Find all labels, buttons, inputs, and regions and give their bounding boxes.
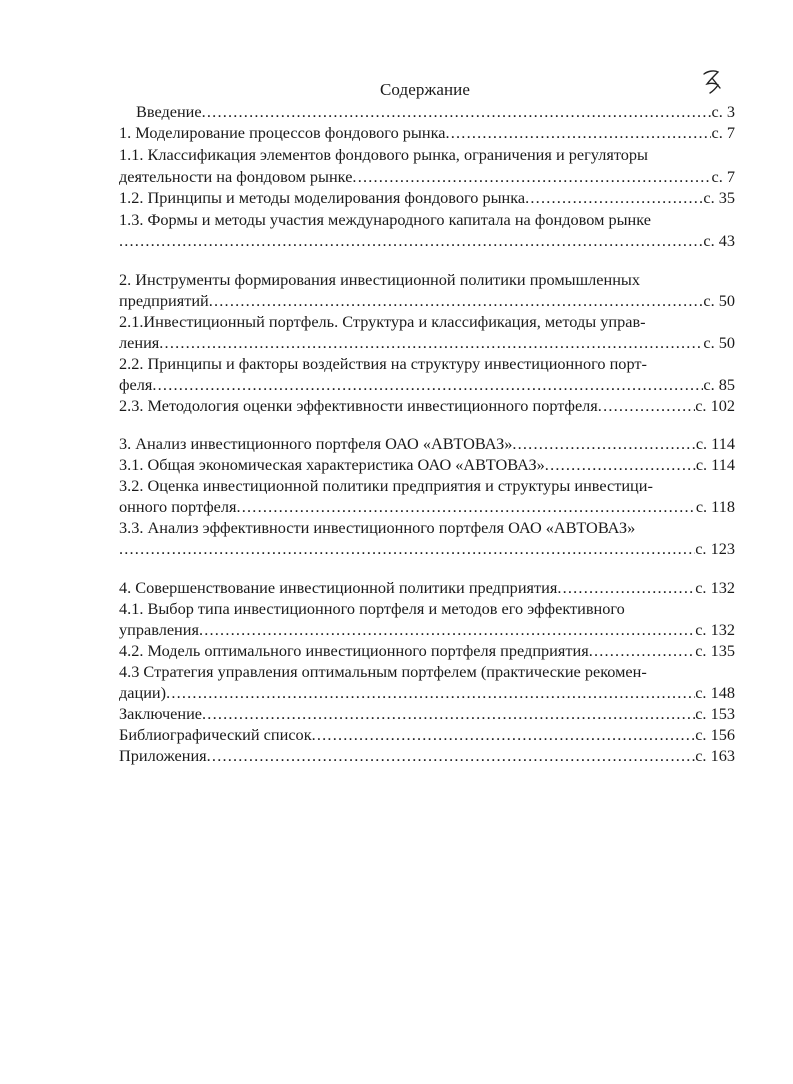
toc-entry-text: 4. Совершенствование инвестиционной политики предприятия	[119, 578, 558, 597]
toc-entry-3-3-line2[interactable]	[119, 538, 735, 559]
handwritten-mark	[698, 66, 726, 96]
toc-entry-text: онного портфеля	[119, 497, 237, 516]
toc-entry-2-2-line2[interactable]	[119, 374, 735, 395]
toc-entry-text: 3. Анализ инвестиционного портфеля ОАО «АВТОВАЗ»	[119, 434, 513, 453]
toc-page-number: с. 7	[711, 167, 735, 186]
toc-page-number: с. 153	[695, 704, 735, 723]
toc-page-number: с. 114	[695, 434, 735, 453]
toc-entry-text: управления	[119, 620, 199, 639]
toc-entry-text: Приложения	[119, 746, 207, 765]
toc-entry-text: 2.3. Методология оценки эффективности инвестиционного портфеля	[119, 396, 598, 415]
toc-page-number: с. 114	[695, 455, 735, 474]
toc-leader	[199, 619, 695, 640]
toc-entry-4-3-line1[interactable]: 4.3 Стратегия управления оптимальным портфелем (практические рекомен-	[119, 662, 647, 681]
toc-entry-1-1-line1[interactable]: 1.1. Классификация элементов фондового рынка, ограничения и регуляторы	[119, 145, 648, 164]
toc-entry-chapter-2-line1[interactable]: 2. Инструменты формирования инвестиционной политики промышленных	[119, 270, 641, 289]
toc-leader	[236, 496, 695, 517]
toc-leader	[525, 187, 703, 208]
toc-entry-3-2-line2[interactable]	[119, 496, 735, 517]
toc-leader	[119, 230, 703, 251]
toc-page-number: с. 156	[695, 725, 735, 744]
toc-entry-chapter-3[interactable]	[119, 433, 735, 454]
toc-leader	[598, 395, 695, 416]
toc-entry-2-3[interactable]	[119, 395, 735, 416]
toc-entry-1-1-line2[interactable]	[119, 166, 735, 187]
toc-page-number: с. 148	[695, 683, 735, 702]
toc-entry-4-1-line2[interactable]	[119, 619, 735, 640]
toc-leader	[557, 577, 695, 598]
toc-entry-1-3-line2[interactable]	[119, 230, 735, 251]
toc-page-number: с. 118	[695, 497, 735, 516]
toc-entry-4-2[interactable]	[119, 640, 735, 661]
toc-page-number: с. 50	[703, 333, 735, 352]
toc-entry-text: Библиографический список	[119, 725, 312, 744]
toc-entry-text: Заключение	[119, 704, 203, 723]
toc-entry-4-3-line2[interactable]	[119, 682, 735, 703]
toc-leader	[202, 703, 695, 724]
toc-page-number: с. 102	[695, 396, 735, 415]
toc-entry-text: 1. Моделирование процессов фондового рынка	[119, 123, 446, 142]
toc-entry-text: дации)	[119, 683, 167, 702]
toc-page-number: с. 85	[703, 375, 735, 394]
toc-leader	[207, 745, 696, 766]
toc-leader	[119, 538, 695, 559]
toc-leader	[159, 332, 703, 353]
toc-leader	[589, 640, 696, 661]
toc-entry-text: Введение	[136, 102, 202, 121]
toc-leader	[166, 682, 695, 703]
toc-page-number: с. 50	[703, 291, 735, 310]
toc-entry-3-3-line1[interactable]: 3.3. Анализ эффективности инвестиционного портфеля ОАО «АВТОВАЗ»	[119, 518, 636, 537]
toc-entry-chapter-4[interactable]	[119, 577, 735, 598]
toc-entry-2-1-line1[interactable]: 2.1.Инвестиционный портфель. Структура и классификация, методы управ-	[119, 312, 646, 331]
toc-entry-3-2-line1[interactable]: 3.2. Оценка инвестиционной политики предприятия и структуры инвестици-	[119, 476, 653, 495]
toc-leader	[512, 433, 695, 454]
toc-entry-text: 1.2. Принципы и методы моделирования фондового рынка	[119, 188, 526, 207]
toc-page-number: с. 132	[695, 578, 735, 597]
toc-leader	[352, 166, 711, 187]
toc-entry-text: 4.2. Модель оптимального инвестиционного портфеля предприятия	[119, 641, 589, 660]
toc-title: Содержание	[379, 80, 471, 99]
toc-entry-chapter-1[interactable]	[119, 122, 735, 143]
toc-entry-text: 3.1. Общая экономическая характеристика ОАО «АВТОВАЗ»	[119, 455, 545, 474]
toc-page-number: с. 43	[703, 231, 735, 250]
toc-page-number: с. 7	[711, 123, 735, 142]
toc-entry-2-1-line2[interactable]	[119, 332, 735, 353]
toc-page-number: с. 123	[695, 539, 735, 558]
toc-entry-text: предприятий	[119, 291, 209, 310]
toc-page-number: с. 132	[695, 620, 735, 639]
toc-page-number: с. 163	[695, 746, 735, 765]
toc-entry-conclusion[interactable]	[119, 703, 735, 724]
toc-entry-text: феля	[119, 375, 153, 394]
toc-entry-bibliography[interactable]	[119, 724, 735, 745]
toc-entry-2-2-line1[interactable]: 2.2. Принципы и факторы воздействия на структуру инвестиционного порт-	[119, 354, 647, 373]
toc-entry-3-1[interactable]	[119, 454, 735, 475]
toc-entry-1-2[interactable]	[119, 187, 735, 208]
toc-leader	[152, 374, 703, 395]
toc-entry-appendices[interactable]	[119, 745, 735, 766]
toc-page-number: с. 35	[703, 188, 735, 207]
toc-leader	[202, 101, 712, 122]
toc-entry-chapter-2-line2[interactable]	[119, 290, 735, 311]
toc-leader	[312, 724, 696, 745]
toc-page-number: с. 135	[695, 641, 735, 660]
toc-leader	[445, 122, 711, 143]
toc-entry-1-3-line1[interactable]: 1.3. Формы и методы участия международного капитала на фондовом рынке	[119, 210, 651, 229]
toc-entry-4-1-line1[interactable]: 4.1. Выбор типа инвестиционного портфеля и методов его эффективного	[119, 599, 625, 618]
toc-leader	[209, 290, 704, 311]
toc-entry-text: ления	[119, 333, 160, 352]
toc-entry-text: деятельности на фондовом рынке	[119, 167, 353, 186]
toc-leader	[545, 454, 696, 475]
toc-page-number: с. 3	[711, 102, 735, 121]
toc-entry-intro[interactable]	[136, 101, 735, 122]
